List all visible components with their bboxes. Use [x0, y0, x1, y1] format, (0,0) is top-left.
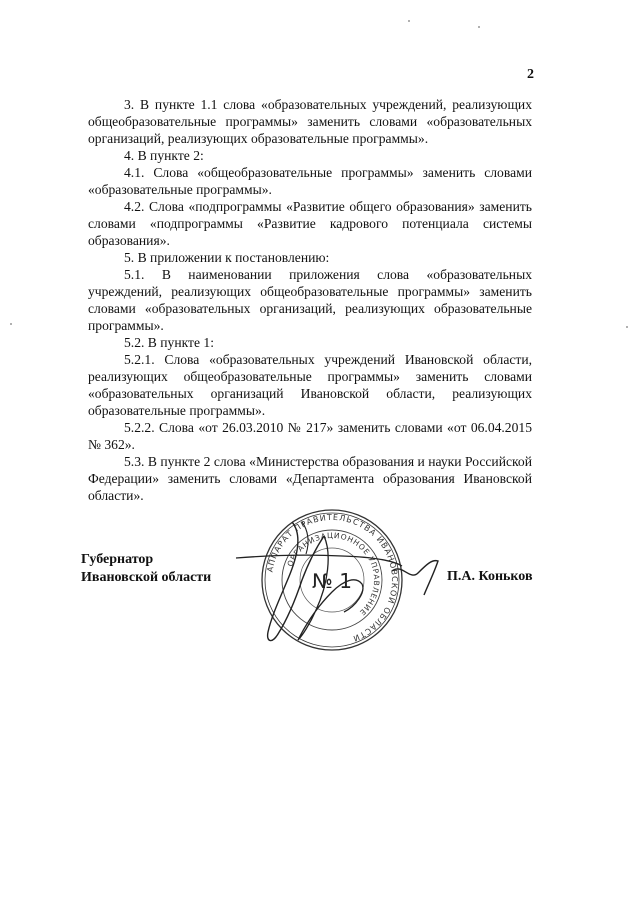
- paragraph-5-2: 5.2. В пункте 1:: [124, 335, 214, 350]
- signatory-title: [81, 551, 211, 587]
- signature-flourish: [388, 551, 452, 599]
- scan-speck: [478, 26, 480, 28]
- paragraph-5-1: 5.1. В наименовании приложения слова «образовательных учреждений, реализующих общеобразовательные программы» заменить словами «образовательных организаций, реализующих образовательные программы».: [88, 267, 532, 333]
- paragraph-5-3: 5.3. В пункте 2 слова «Министерства образования и науки Российской Федерации» заменить словами «Департамента образования Ивановской области».: [88, 454, 532, 503]
- seal-outer-text: АППАРАТ ПРАВИТЕЛЬСТВА ИВАНОВСКОЙ ОБЛАСТИ: [265, 512, 400, 644]
- paragraph-3: 3. В пункте 1.1 слова «образовательных учреждений, реализующих общеобразовательные программы» заменить словами «образовательных организаций, реализующих образовательные программы».: [88, 97, 532, 146]
- paragraph-5: 5. В приложении к постановлению:: [124, 250, 330, 265]
- scan-speck: [10, 323, 12, 325]
- paragraph-4: 4. В пункте 2:: [124, 148, 204, 163]
- signatory-title-line1: Губернатор: [81, 552, 154, 567]
- document-body: [88, 96, 532, 504]
- seal-number: № 1: [312, 569, 352, 593]
- seal-inner-text: ОРГАНИЗАЦИОННОЕ УПРАВЛЕНИЕ: [285, 530, 382, 618]
- scan-speck: [408, 20, 410, 22]
- paragraph-4-1: 4.1. Слова «общеобразовательные программы» заменить словами «образовательные программы».: [88, 165, 532, 197]
- paragraph-5-2-2: 5.2.2. Слова «от 26.03.2010 № 217» заменить словами «от 06.04.2015 № 362».: [88, 420, 532, 452]
- scan-speck: [626, 326, 628, 328]
- paragraph-5-2-1: 5.2.1. Слова «образовательных учреждений Ивановской области, реализующих общеобразовательные программы» заменить словами «образовательных организаций Ивановской области, реализующих образовательные программы».: [88, 352, 532, 418]
- signatory-name: П.А. Коньков: [447, 569, 533, 584]
- paragraph-4-2: 4.2. Слова «подпрограммы «Развитие общего образования» заменить словами «подпрограммы «Развитие кадрового потенциала системы образования».: [88, 199, 532, 248]
- page-number: 2: [527, 67, 534, 82]
- signatory-title-line2: Ивановской области: [81, 570, 212, 585]
